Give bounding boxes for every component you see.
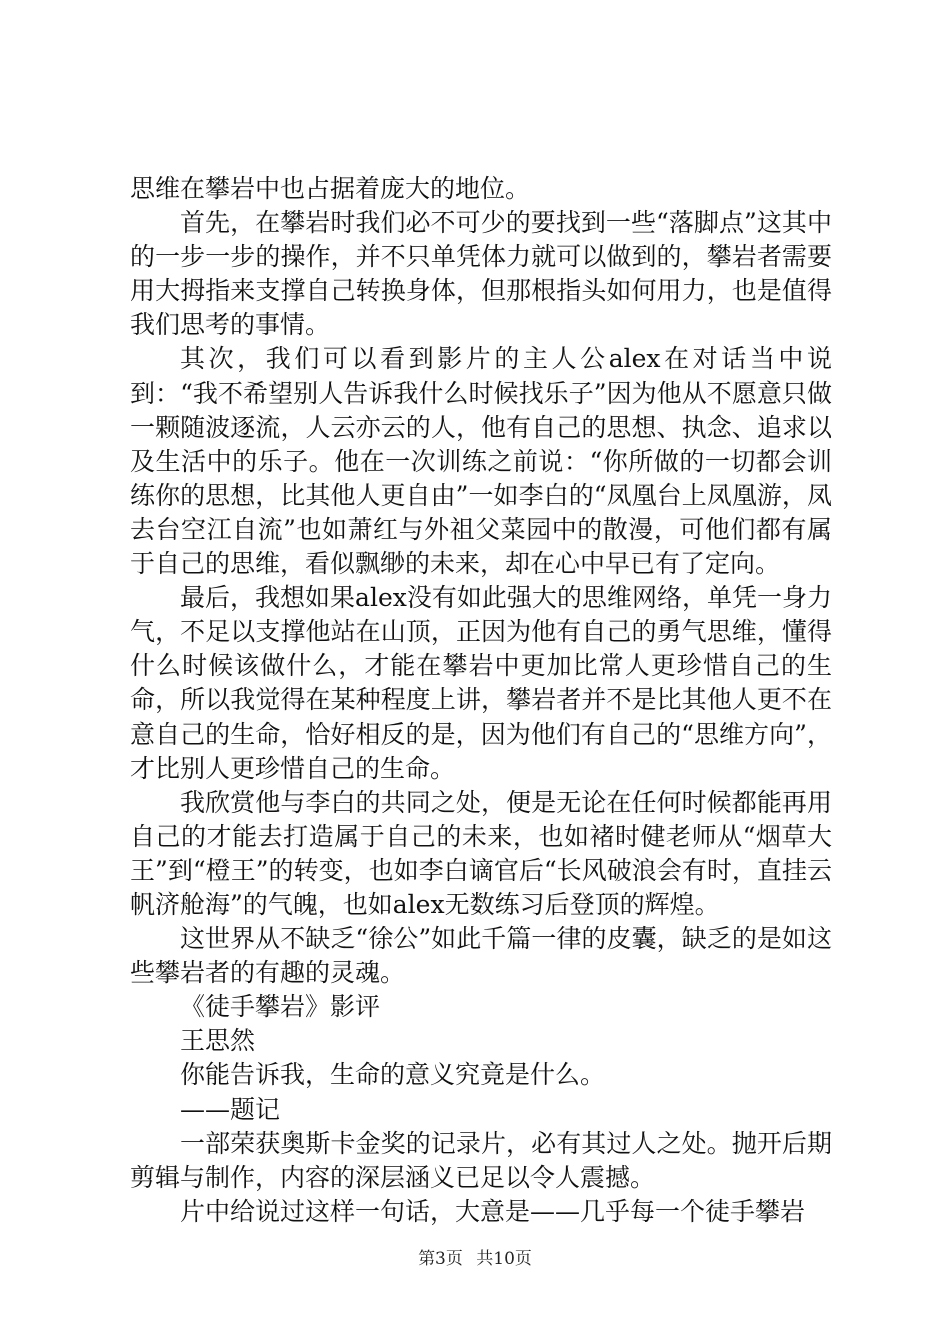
author-name: 王思然 (180, 1026, 256, 1056)
paragraph: 一部荣获奥斯卡金奖的记录片，必有其过人之处。抛开后期剪辑与制作，内容的深层涵义已足以令人震撼。 (130, 1128, 832, 1192)
paragraph: 我欣赏他与李白的共同之处，便是无论在任何时候都能再用自己的才能去打造属于自己的未来，也如褚时健老师从“烟草大王”到“橙王”的转变，也如李白谪官后“长风破浪会有时，直挂云帆济舱海”的气魄，也如alex无数练习后登顶的辉煌。 (130, 787, 832, 919)
paragraph: 其次，我们可以看到影片的主人公alex在对话当中说到：“我不希望别人告诉我什么时候找乐子”因为他从不愿意只做一颗随波逐流，人云亦云的人，他有自己的思想、执念、追求以及生活中的乐子。他在一次训练之前说：“你所做的一切都会训练你的思想，比其他人更自由”一如李白的“凤凰台上凤凰游，凤去台空江自流”也如萧红与外祖父菜园中的散漫，可他们都有属于自己的思维，看似飘缈的未来，却在心中早已有了定向。 (130, 344, 832, 579)
paragraph: 最后，我想如果alex没有如此强大的思维网络，单凭一身力气，不足以支撑他站在山顶，正因为他有自己的勇气思维，懂得什么时候该做什么，才能在攀岩中更加比常人更珍惜自己的生命，所以我觉得在某种程度上讲，攀岩者并不是比其他人更不在意自己的生命，恰好相反的是，因为他们有自己的“思维方向”，才比别人更珍惜自己的生命。 (130, 583, 832, 783)
review-title: 《徒手攀岩》影评 (180, 992, 381, 1022)
page-total: 共10页 (476, 1249, 532, 1269)
paragraph: 首先，在攀岩时我们必不可少的要找到一些“落脚点”这其中的一步一步的操作，并不只单凭体力就可以做到的，攀岩者需要用大拇指来支撑自己转换身体，但那根指头如何用力，也是值得我们思考的事情。 (130, 208, 832, 340)
paragraph: 片中给说过这样一句话，大意是——几乎每一个徒手攀岩 (180, 1196, 806, 1226)
document-body (130, 172, 832, 1229)
page-number: 第3页 (418, 1249, 463, 1269)
epigraph-attribution: ——题记 (180, 1094, 281, 1124)
epigraph: 你能告诉我，生命的意义究竟是什么。 (180, 1060, 606, 1090)
paragraph: 思维在攀岩中也占据着庞大的地位。 (130, 174, 531, 203)
paragraph: 这世界从不缺乏“徐公”如此千篇一律的皮囊，缺乏的是如这些攀岩者的有趣的灵魂。 (130, 924, 832, 988)
page-footer (0, 1244, 950, 1269)
